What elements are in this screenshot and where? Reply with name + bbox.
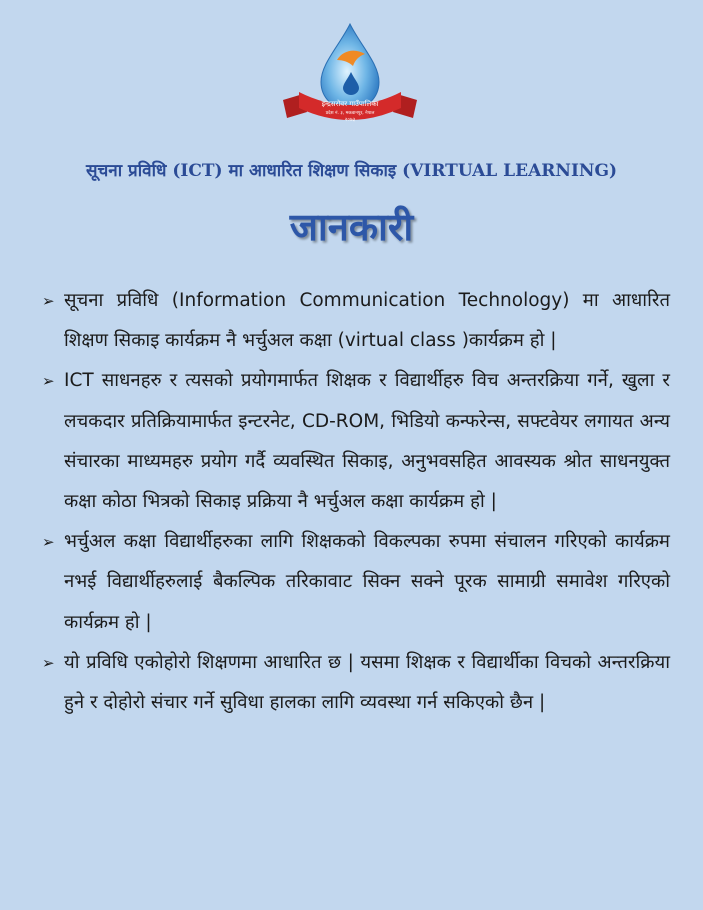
arrow-bullet-icon: ➢	[42, 292, 55, 310]
municipality-logo	[277, 20, 423, 125]
info-list	[42, 281, 670, 723]
list-item-text: भर्चुअल कक्षा विद्यार्थीहरुका लागि शिक्षकको विकल्पका रुपमा संचालन गरिएको कार्यक्रम नभई विद्यार्थीहरुलाई बैकल्पिक तरिकावाट सिक्न सक्ने पूरक सामाग्री समावेश गरिएको कार्यक्रम हो |	[64, 531, 670, 633]
arrow-bullet-icon: ➢	[42, 653, 55, 672]
list-item-text: ICT साधनहरु र त्यसको प्रयोगमार्फत शिक्षक र विद्यार्थीहरु विच अन्तरक्रिया गर्ने, खुला र लचकदार प्रतिक्रियामार्फत इन्टरनेट, CD-ROM, भिडियो कन्फरेन्स, सफ्टवेयर लगायत अन्य संचारका माध्यमहरु प्रयोग गर्दै व्यवस्थित सिकाइ, अनुभवसहित आवस्यक श्रोत साधनयुक्त कक्षा कोठा भित्रको सिकाइ प्रक्रिया नै भर्चुअल कक्षा कार्यक्रम हो |	[64, 370, 670, 513]
list-item	[42, 522, 670, 643]
list-item	[42, 281, 670, 361]
list-item	[42, 361, 670, 522]
list-item	[42, 643, 670, 723]
arrow-bullet-icon: ➢	[42, 533, 55, 552]
page-subtitle: सूचना प्रविधि (ICT) मा आधारित शिक्षण सिकाइ (VIRTUAL LEARNING)	[86, 161, 617, 181]
page-title: जानकारी	[289, 205, 414, 249]
logo-year: २०७३	[344, 117, 356, 123]
logo-name: इन्द्रसरोवर गाउँपालिका	[321, 100, 379, 108]
arrow-bullet-icon: ➢	[42, 372, 55, 391]
list-item-text: यो प्रविधि एकोहोरो शिक्षणमा आधारित छ | यसमा शिक्षक र विद्यार्थीका विचको अन्तरक्रिया हुने र दोहोरो संचार गर्ने सुविधा हालका लागि व्यवस्था गर्न सकिएको छैन |	[64, 651, 670, 714]
logo-address: प्रदेश नं. ३, मकवानपुर, नेपाल	[325, 111, 375, 116]
list-item-text: सूचना प्रविधि (Information Communication Technology) मा आधारित शिक्षण सिकाइ कार्यक्रम नै भर्चुअल कक्षा (virtual class )कार्यक्रम हो |	[64, 290, 670, 352]
